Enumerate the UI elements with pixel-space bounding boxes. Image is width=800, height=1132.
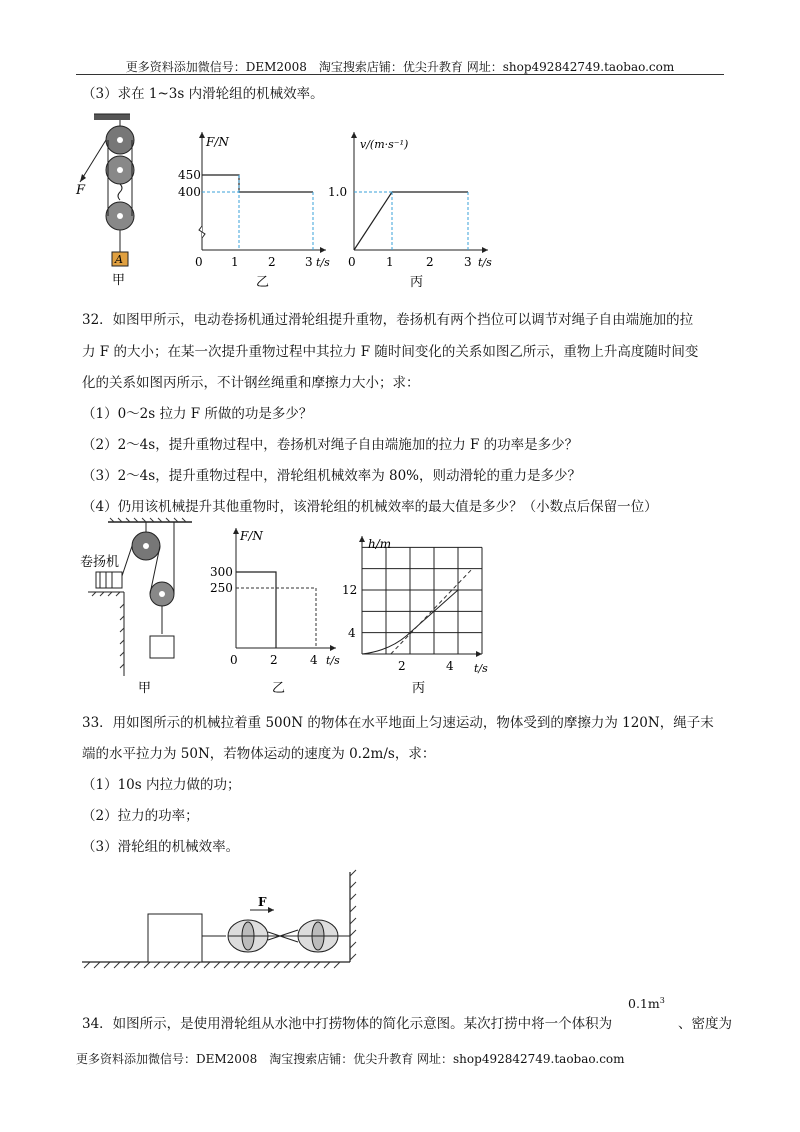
q32-yi-xtick-2: 2	[270, 653, 278, 667]
q32-line2: 力 F 的大小；在某一次提升重物过程中其拉力 F 随时间变化的关系如图乙所示，重物上升高度随时间变	[82, 344, 699, 360]
q31-bing-series-line	[354, 192, 468, 250]
q32-bing-xtick-2: 2	[398, 659, 406, 673]
q31-bing-xlabel: t/s	[478, 256, 492, 269]
q31-part3: （3）求在 1~3s 内滑轮组的机械效率。	[82, 86, 324, 102]
q31-yi-xtick-1: 1	[231, 255, 239, 269]
q31-bing-xtick-1: 1	[386, 255, 394, 269]
q33-line1: 33．用如图所示的机械拉着重 500N 的物体在水平地面上匀速运动，物体受到的摩擦力为 120N，绳子末	[82, 715, 714, 731]
q32-caption-jia: 甲	[138, 681, 152, 696]
q32-yi-xtick-0: 0	[230, 653, 238, 667]
q34-line1-tail: 、密度为	[678, 1016, 732, 1032]
q32-bing-ytick-12: 12	[342, 583, 358, 597]
q32-bing-ylabel: h/m	[368, 537, 392, 551]
q32-fig-bing	[334, 528, 500, 696]
q32-part3: （3）2～4s，提升重物过程中，滑轮组机械效率为 80%，则动滑轮的重力是多少？	[82, 468, 581, 484]
q32-line3: 化的关系如图丙所示，不计钢丝绳重和摩擦力大小；求：	[82, 375, 420, 391]
q31-yi-ylabel: F/N	[206, 135, 229, 149]
q31-label-F: F	[76, 183, 86, 198]
q32-caption-bing: 丙	[412, 681, 426, 696]
q31-fig-yi	[180, 126, 332, 290]
q31-caption-jia: 甲	[112, 273, 126, 288]
q32-fig-yi	[206, 520, 346, 696]
q34-volume-exp: 3	[659, 996, 665, 1005]
q32-bing-xtick-4: 4	[446, 659, 454, 673]
q32-yi-ylabel: F/N	[240, 529, 263, 543]
q32-bing-ytick-4: 4	[348, 626, 356, 640]
q32-bing-grid	[362, 547, 482, 654]
q32-yi-ytick-250: 250	[210, 581, 233, 595]
q31-caption-yi: 乙	[256, 275, 270, 290]
q31-bing-ytick-1: 1.0	[328, 185, 348, 199]
q31-yi-xtick-2: 2	[268, 255, 276, 269]
page-footer: 更多资料添加微信号：DEM2008 淘宝搜索店铺：优尖升教育 网址：shop492842749.taobao.com	[76, 1052, 625, 1066]
q33-part3: （3）滑轮组的机械效率。	[82, 839, 240, 855]
q31-bing-xtick-2: 2	[426, 255, 434, 269]
q32-part1: （1）0～2s 拉力 F 所做的功是多少？	[82, 406, 313, 422]
q34-line1	[82, 1012, 612, 1032]
q31-yi-xtick-0: 0	[195, 255, 203, 269]
q32-yi-xlabel: t/s	[326, 654, 340, 667]
q33-fig	[78, 868, 368, 976]
q32-fig-jia	[78, 516, 208, 696]
q34-volume-base: 0.1m	[628, 996, 660, 1012]
q34-volume	[628, 996, 665, 1011]
q32-yi-xtick-4: 4	[310, 653, 318, 667]
q31-yi-series-line	[202, 175, 313, 192]
q32-line1: 32．如图甲所示，电动卷扬机通过滑轮组提升重物，卷扬机有两个挡位可以调节对绳子自由端施加的拉	[82, 312, 694, 328]
q31-fig-bing	[330, 126, 496, 290]
q32-winch-label: 卷扬机	[80, 555, 120, 570]
q33-part2: （2）拉力的功率；	[82, 808, 199, 824]
q31-bing-xtick-0: 0	[348, 255, 356, 269]
q31-label-A: A	[115, 253, 123, 266]
q31-bing-xtick-3: 3	[464, 255, 472, 269]
q32-yi-ytick-300: 300	[210, 565, 233, 579]
q32-part4: （4）仍用该机械提升其他重物时，该滑轮组的机械效率的最大值是多少？（小数点后保留一位）	[82, 499, 658, 515]
q34-text: 34．如图所示，是使用滑轮组从水池中打捞物体的简化示意图。某次打捞中将一个体积为	[82, 1016, 613, 1032]
q31-yi-xlabel: t/s	[316, 256, 330, 269]
q32-bing-xlabel: t/s	[474, 662, 488, 675]
q31-fig-jia	[72, 112, 152, 290]
q32-part2: （2）2～4s，提升重物过程中，卷扬机对绳子自由端施加的拉力 F 的功率是多少？	[82, 437, 579, 453]
q33-part1: （1）10s 内拉力做的功；	[82, 777, 241, 793]
header-rule	[76, 74, 724, 75]
q31-yi-ytick-450: 450	[178, 168, 201, 182]
q32-caption-yi: 乙	[272, 681, 286, 696]
q31-caption-bing: 丙	[410, 275, 424, 290]
q31-bing-ylabel: v/(m·s⁻¹)	[360, 138, 409, 151]
q32-yi-series-line	[236, 572, 276, 648]
q31-yi-xtick-3: 3	[305, 255, 313, 269]
q33-line2: 端的水平拉力为 50N，若物体运动的速度为 0.2m/s，求：	[82, 746, 436, 762]
q31-yi-ytick-400: 400	[178, 185, 201, 199]
q33-label-F: F	[258, 895, 267, 909]
page-header: 更多资料添加微信号：DEM2008 淘宝搜索店铺：优尖升教育 网址：shop492842749.taobao.com	[125, 60, 675, 74]
